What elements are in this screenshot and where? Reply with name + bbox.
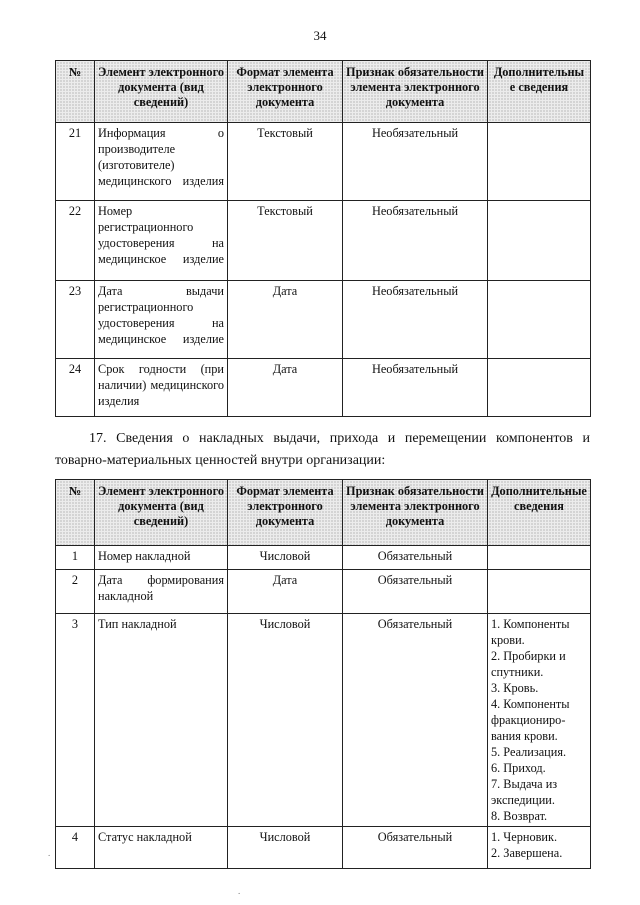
page-number: 34 — [313, 28, 327, 43]
list-item: 2. Завершена. — [491, 846, 563, 860]
table-header-row — [56, 61, 591, 123]
row-required: Обязательный — [343, 827, 488, 869]
row-extra — [488, 359, 591, 417]
header-element: Элемент электронного документа (вид сведений) — [95, 61, 228, 123]
row-extra — [488, 281, 591, 359]
table-row — [56, 281, 591, 359]
row-num: 21 — [56, 123, 95, 201]
header-extra: Дополнительные сведения — [488, 480, 591, 546]
scan-artifact: . — [48, 848, 51, 858]
table-row — [56, 201, 591, 281]
list-item: 5. Реализация. — [491, 745, 567, 759]
row-format: Дата — [228, 570, 343, 614]
row-required: Обязательный — [343, 570, 488, 614]
row-required: Необязательный — [343, 123, 488, 201]
table-row — [56, 614, 591, 827]
list-item: 3. Кровь. — [491, 681, 539, 695]
row-extra — [488, 546, 591, 570]
list-item: 2. Пробирки и спутники. — [491, 649, 566, 679]
extra-list — [491, 616, 587, 824]
list-item: 4. Компоненты фракциониро-вания крови. — [491, 697, 570, 743]
row-num: 2 — [56, 570, 95, 614]
row-num: 4 — [56, 827, 95, 869]
row-num: 1 — [56, 546, 95, 570]
row-required: Необязательный — [343, 201, 488, 281]
table-row — [56, 827, 591, 869]
table-header-row — [56, 480, 591, 546]
row-required: Обязательный — [343, 546, 488, 570]
row-format: Числовой — [228, 827, 343, 869]
row-extra — [488, 123, 591, 201]
header-element: Элемент электронного документа (вид сведений) — [95, 480, 228, 546]
row-num: 3 — [56, 614, 95, 827]
header-extra: Дополнительны е сведения — [488, 61, 591, 123]
row-element: Статус накладной — [95, 827, 228, 869]
list-item: 7. Выдача из экспедиции. — [491, 777, 558, 807]
list-item: 8. Возврат. — [491, 809, 548, 823]
row-element: Срок годности (при наличии) медицинского изделия — [95, 359, 228, 417]
row-format: Числовой — [228, 614, 343, 827]
row-num: 23 — [56, 281, 95, 359]
row-element: Дата формирования накладной — [95, 570, 228, 614]
row-element: Номер регистрационного удостоверения на медицинское изделие — [95, 201, 228, 281]
row-required: Необязательный — [343, 359, 488, 417]
row-format: Текстовый — [228, 123, 343, 201]
data-table-2 — [55, 479, 591, 869]
row-format: Дата — [228, 281, 343, 359]
list-item: 1. Компоненты крови. — [491, 617, 570, 647]
row-extra — [488, 614, 591, 827]
row-element: Дата выдачи регистрационного удостоверения на медицинское изделие — [95, 281, 228, 359]
table-row — [56, 546, 591, 570]
row-num: 24 — [56, 359, 95, 417]
header-num: № — [56, 61, 95, 123]
table-row — [56, 570, 591, 614]
header-required: Признак обязательности элемента электронного документа — [343, 480, 488, 546]
list-item: 1. Черновик. — [491, 830, 558, 844]
row-extra — [488, 201, 591, 281]
row-format: Числовой — [228, 546, 343, 570]
data-table-1 — [55, 60, 591, 417]
header-required: Признак обязательности элемента электронного документа — [343, 61, 488, 123]
list-item: 6. Приход. — [491, 761, 546, 775]
row-extra — [488, 827, 591, 869]
row-element: Тип накладной — [95, 614, 228, 827]
table-row — [56, 359, 591, 417]
row-extra — [488, 570, 591, 614]
header-format: Формат элемента электронного документа — [228, 61, 343, 123]
row-required: Обязательный — [343, 614, 488, 827]
header-num: № — [56, 480, 95, 546]
header-format: Формат элемента электронного документа — [228, 480, 343, 546]
extra-list — [491, 829, 587, 861]
row-format: Текстовый — [228, 201, 343, 281]
row-format: Дата — [228, 359, 343, 417]
scan-artifact: . — [238, 886, 241, 896]
row-element: Информация о производителе (изготовителе) медицинского изделия — [95, 123, 228, 201]
table-row — [56, 123, 591, 201]
row-element: Номер накладной — [95, 546, 228, 570]
row-num: 22 — [56, 201, 95, 281]
section-17-heading: 17. Сведения о накладных выдачи, прихода и перемещении компонентов и товарно-материальных ценностей внутри организации: — [55, 431, 590, 468]
row-required: Необязательный — [343, 281, 488, 359]
